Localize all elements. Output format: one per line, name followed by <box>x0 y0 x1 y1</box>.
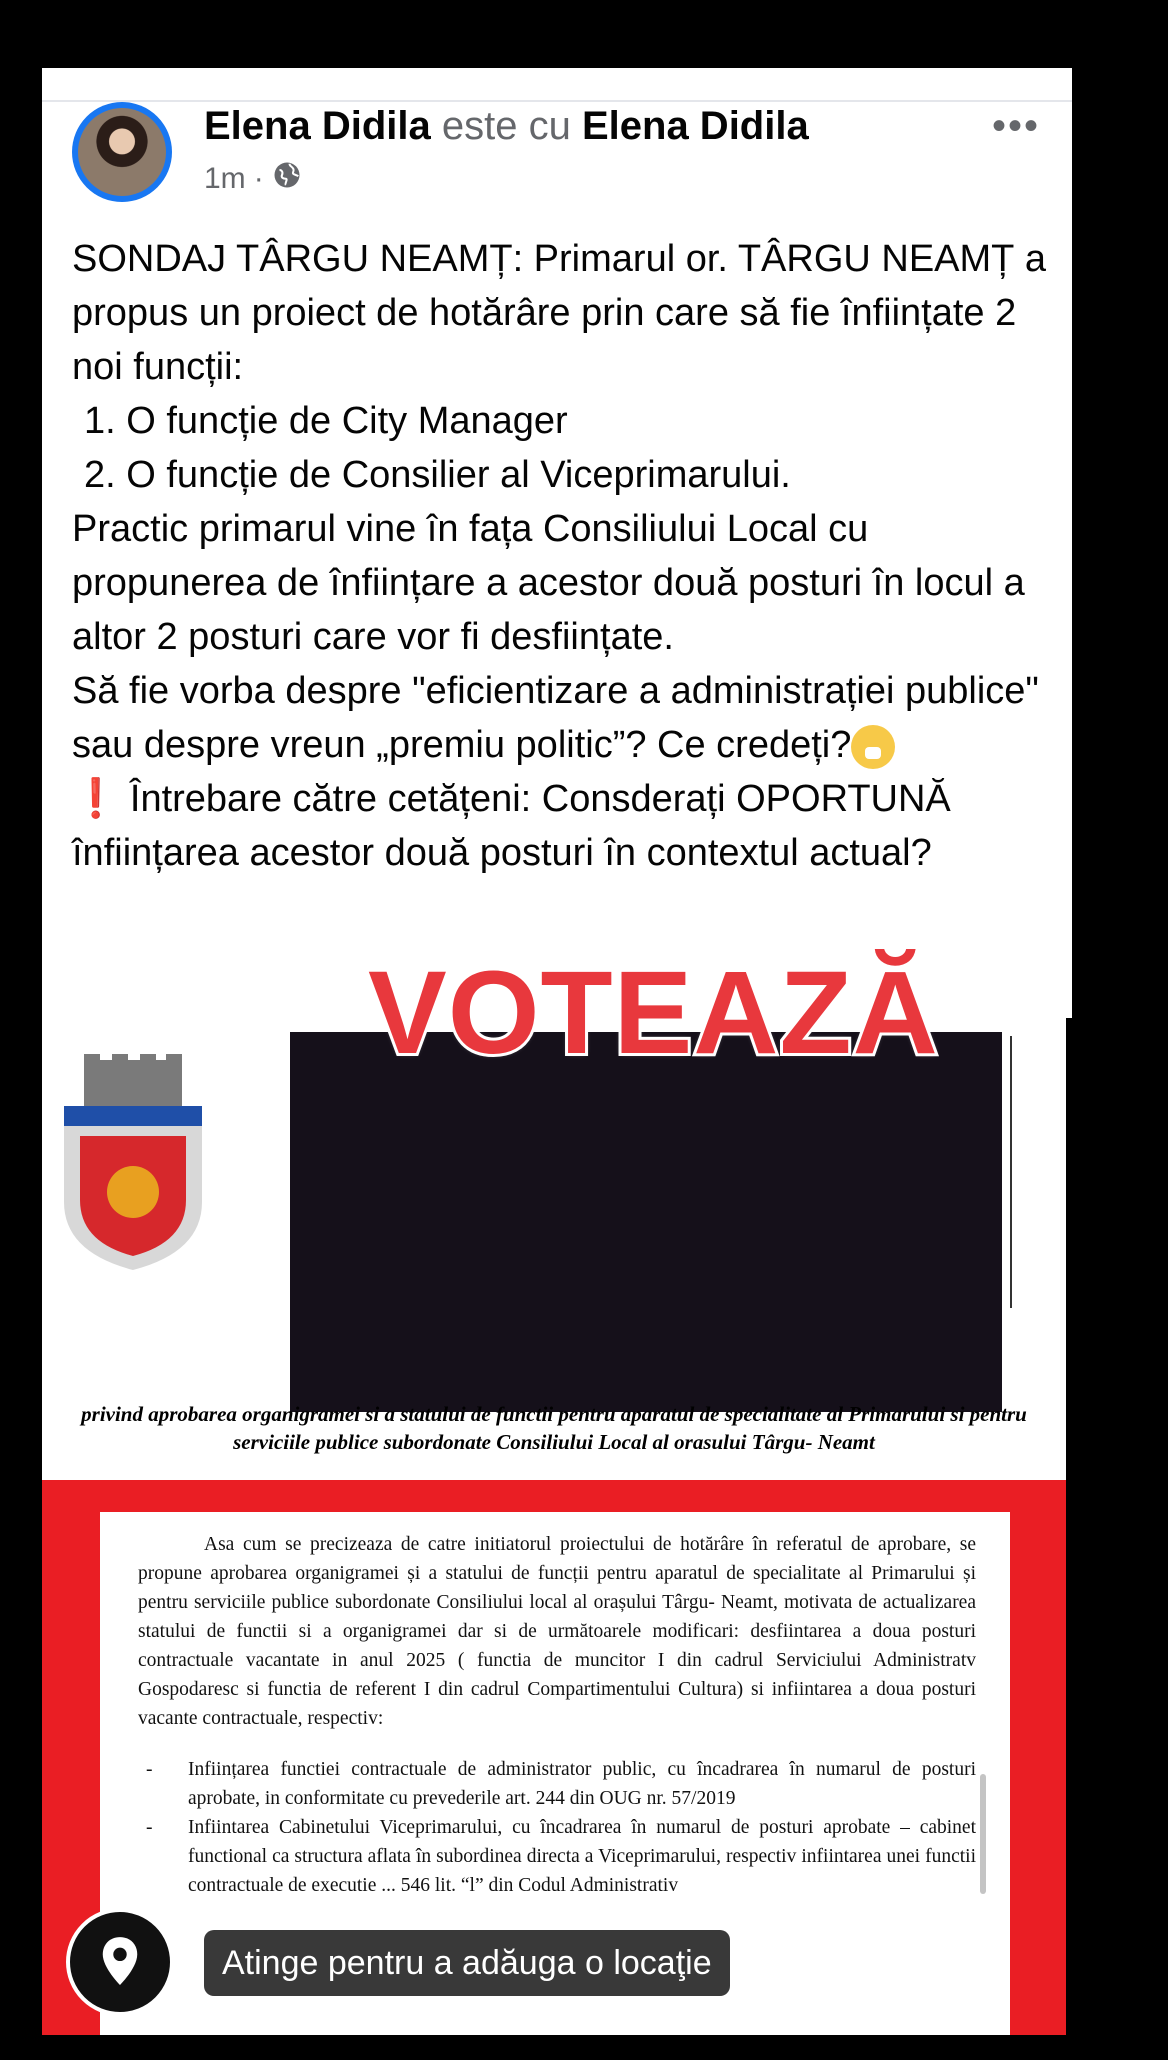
author-name[interactable]: Elena Didila <box>204 104 431 148</box>
divider <box>1010 1036 1012 1308</box>
document-header-image <box>42 1018 1066 1480</box>
bullet-text: Inființarea functiei contractuale de administrator public, cu încadrarea în numarul de posturi aprobate, in conformitate cu prevederile art. 244 din OUG nr. 57/2019 <box>188 1759 976 1809</box>
avatar-photo <box>78 108 166 196</box>
bullet-dash: - <box>146 1817 153 1838</box>
post-line: SONDAJ TÂRGU NEAMȚ: Primarul or. TÂRGU NEAMȚ a propus un proiect de hotărâre prin care să fie înființate 2 noi funcții: <box>72 238 1047 388</box>
post-header <box>204 104 809 149</box>
post-line-text: Să fie vorba despre "eficientizare a administrației publice" sau despre vreun „premiu politic”? Ce credeți? <box>72 670 1039 766</box>
with-text: este cu <box>441 104 571 148</box>
document-body <box>138 1530 976 1900</box>
post-question <box>72 772 1062 880</box>
post-meta <box>204 160 302 198</box>
exclamation-icon: ❗ <box>72 778 120 820</box>
location-pin-icon <box>97 1935 143 1989</box>
town-crest-icon <box>62 1052 204 1272</box>
divider <box>42 100 1072 102</box>
document-caption: privind aprobarea organigramei si a statului de functii pentru aparatul de specialitate al Primarului si pentru serviciile publice subordonate Consiliului Local al orasului Târgu- Neamt <box>81 1402 1027 1454</box>
post-list-item-1: 1. O funcție de City Manager <box>84 400 568 442</box>
post-time[interactable]: 1m <box>204 162 246 195</box>
tagged-name[interactable]: Elena Didila <box>581 104 809 148</box>
spacer <box>138 1733 976 1755</box>
hand-over-mouth-emoji-icon <box>851 725 895 769</box>
add-location-button[interactable] <box>66 1908 174 2016</box>
post-line <box>72 664 1062 772</box>
question-text: Întrebare către cetățeni: Consderați OPORTUNĂ înființarea acestor două posturi în contextul actual? <box>72 778 951 874</box>
bullet-dash: - <box>146 1759 153 1780</box>
more-options-icon[interactable]: ••• <box>992 104 1041 148</box>
meta-separator: · <box>253 162 264 195</box>
add-location-label[interactable]: Atinge pentru a adăuga o locaţie <box>204 1930 730 1996</box>
post-line: Practic primarul vine în fața Consiliului Local cu propunerea de înființare a acestor două posturi în locul a altor 2 posturi care vor fi desființate. <box>72 508 1025 658</box>
scrollbar[interactable] <box>980 1774 986 1894</box>
avatar[interactable] <box>72 102 172 202</box>
globe-icon <box>272 160 302 198</box>
post-text <box>72 232 1062 880</box>
facebook-post-card <box>42 68 1072 1018</box>
post-list-item-2: 2. O funcție de Consilier al Viceprimarului. <box>84 454 791 496</box>
redacted-region <box>290 1032 1002 1412</box>
vote-sticker[interactable]: VOTEAZĂ <box>368 947 939 1079</box>
document-bullet-1 <box>138 1755 976 1813</box>
document-paragraph: Asa cum se precizeaza de catre initiatorul proiectului de hotărâre în referatul de aprobare, se propune aprobarea organigramei și a statului de funcții pentru aparatul de specialitate al Primarului și pentru serviciile publice subordonate Consiliului local al orașului Târgu- Neamt, motivata de actualizarea statului de functii si a organigramei dar si de următoarele modificari: desfiintarea a doua posturi contractuale vacantate in anul 2025 ( functia de muncitor I din cadrul Serviciului Administratv Gospodaresc si functia de referent I din cadrul Compartimentului Cultura) si infiintarea a doua posturi vacante contractuale, respectiv: <box>138 1534 976 1729</box>
document-bullet-2 <box>138 1813 976 1900</box>
bullet-text: Infiintarea Cabinetului Viceprimarului, cu încadrarea în numarul de posturi aprobate – cabinet functional ca structura aflata în subordinea directa a Viceprimarului, respectiv infiintarea unei functii contractuale de executie ... 546 lit. “l” din Codul Administrativ <box>188 1817 976 1896</box>
